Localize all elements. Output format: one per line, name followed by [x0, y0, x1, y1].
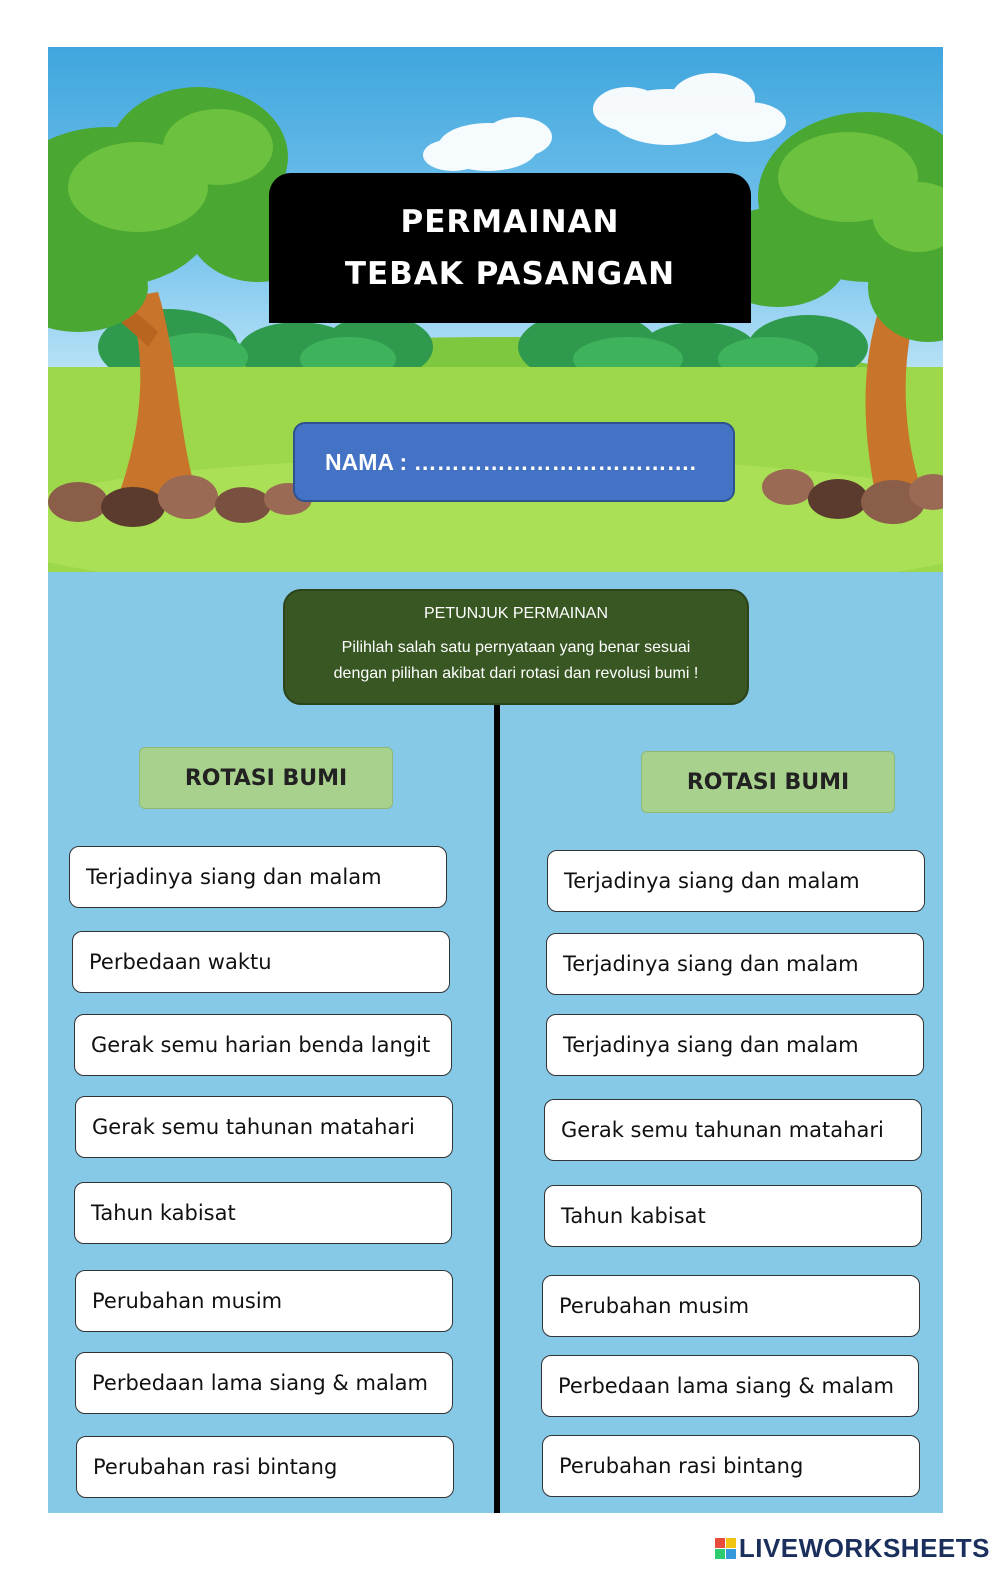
instructions-line-2: dengan pilihan akibat dari rotasi dan revolusi bumi !: [333, 665, 699, 682]
instructions-title: PETUNJUK PERMAINAN: [423, 605, 609, 622]
liveworksheets-brand[interactable]: [715, 1533, 990, 1564]
right-option-3[interactable]: Terjadinya siang dan malam: [546, 1014, 924, 1076]
left-option-2[interactable]: Perbedaan waktu: [72, 931, 450, 993]
right-option-4[interactable]: Gerak semu tahunan matahari: [544, 1099, 922, 1161]
right-column-heading: ROTASI BUMI: [641, 751, 895, 813]
worksheet: [48, 47, 943, 1513]
name-label: NAMA : ……………………………….: [325, 448, 696, 475]
brand-name: LIVEWORKSHEETS: [738, 1533, 990, 1563]
left-column-heading: ROTASI BUMI: [139, 747, 393, 809]
left-option-7[interactable]: Perbedaan lama siang & malam: [75, 1352, 453, 1414]
column-divider: [494, 705, 500, 1513]
right-option-5[interactable]: Tahun kabisat: [544, 1185, 922, 1247]
instructions-line-1: Pilihlah salah satu pernyataan yang benar sesuai: [341, 639, 691, 656]
left-option-8[interactable]: Perubahan rasi bintang: [76, 1436, 454, 1498]
left-option-1[interactable]: Terjadinya siang dan malam: [69, 846, 447, 908]
right-option-8[interactable]: Perubahan rasi bintang: [542, 1435, 920, 1497]
instructions-body: [285, 635, 747, 687]
right-option-6[interactable]: Perubahan musim: [542, 1275, 920, 1337]
liveworksheets-logo-icon: [715, 1538, 736, 1559]
right-option-1[interactable]: Terjadinya siang dan malam: [547, 850, 925, 912]
name-field[interactable]: [293, 422, 735, 502]
game-title-banner: [269, 173, 751, 323]
instructions-box: [283, 589, 749, 705]
title-line-2: TEBAK PASANGAN: [344, 256, 676, 292]
left-option-4[interactable]: Gerak semu tahunan matahari: [75, 1096, 453, 1158]
left-option-3[interactable]: Gerak semu harian benda langit: [74, 1014, 452, 1076]
right-option-7[interactable]: Perbedaan lama siang & malam: [541, 1355, 919, 1417]
hero-banner: [48, 47, 943, 572]
title-line-1: PERMAINAN: [400, 204, 620, 240]
left-option-6[interactable]: Perubahan musim: [75, 1270, 453, 1332]
right-option-2[interactable]: Terjadinya siang dan malam: [546, 933, 924, 995]
left-option-5[interactable]: Tahun kabisat: [74, 1182, 452, 1244]
